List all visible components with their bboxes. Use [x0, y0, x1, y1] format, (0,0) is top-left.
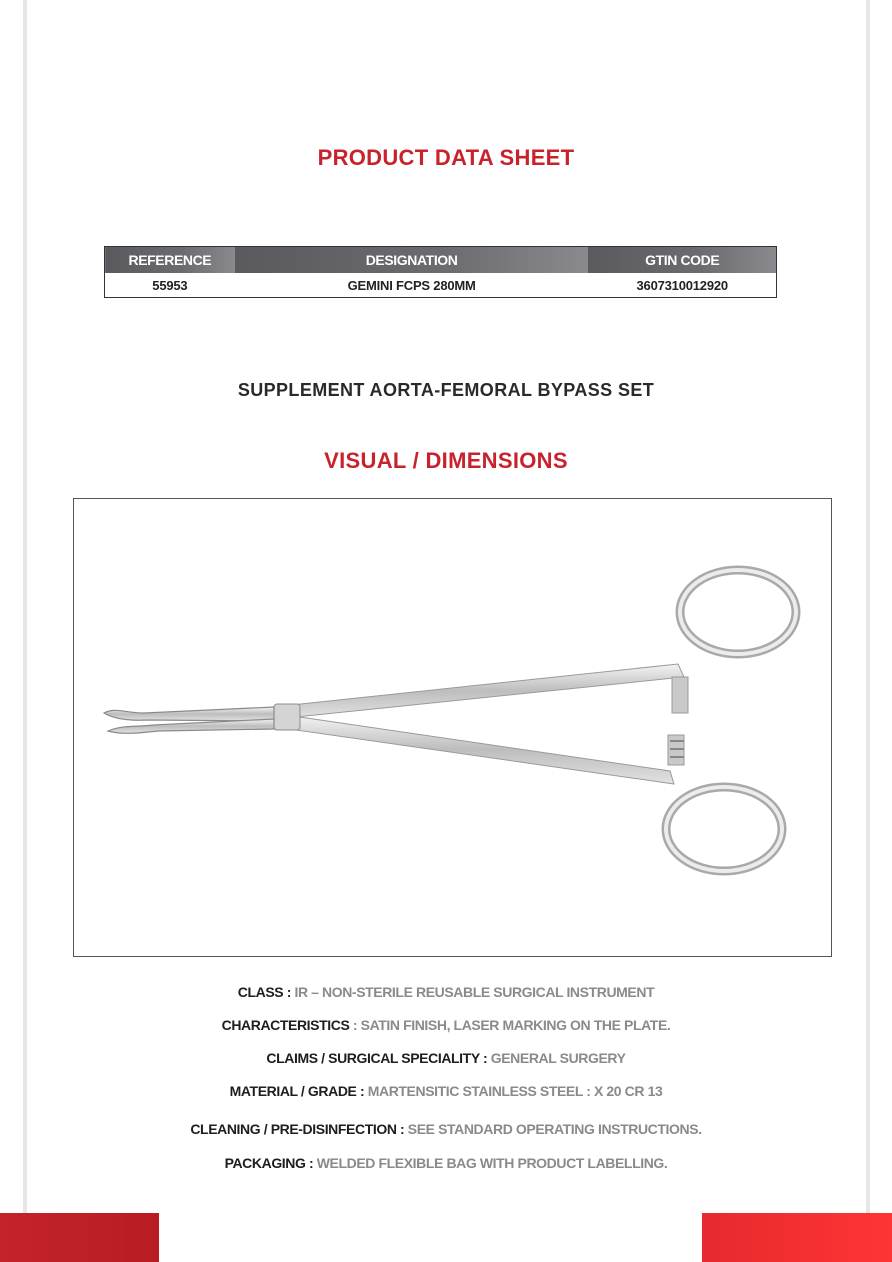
spec-characteristics [0, 1017, 892, 1033]
spec-value: IR – NON-STERILE REUSABLE SURGICAL INSTRUMENT [290, 984, 655, 1000]
spec-key: MATERIAL / GRADE : [229, 1083, 365, 1099]
cell-reference: 55953 [152, 277, 188, 293]
page-border-left [23, 0, 27, 1262]
column-header-designation: DESIGNATION [235, 247, 589, 274]
spec-value: : SATIN FINISH, LASER MARKING ON THE PLATE. [349, 1017, 671, 1033]
spec-key: CLASS : [237, 984, 291, 1000]
column-header-reference: REFERENCE [105, 247, 235, 274]
page-border-right [866, 0, 870, 1262]
spec-key: CLEANING / PRE-DISINFECTION : [190, 1121, 405, 1137]
column-header-gtin: GTIN CODE [588, 247, 776, 274]
spec-class [0, 984, 892, 1000]
spec-key: CLAIMS / SURGICAL SPECIALITY : [266, 1050, 488, 1066]
cell-gtin: 3607310012920 [636, 277, 728, 293]
spec-key: CHARACTERISTICS [221, 1017, 350, 1033]
curved-forceps-icon [74, 499, 831, 956]
table-row [105, 273, 777, 298]
spec-packaging [0, 1155, 892, 1171]
cell-designation: GEMINI FCPS 280MM [347, 277, 476, 293]
spec-value: GENERAL SURGERY [487, 1050, 626, 1066]
page-title: PRODUCT DATA SHEET [317, 145, 575, 170]
reference-table [104, 246, 777, 298]
footer-bar-right [702, 1213, 892, 1262]
spec-value: SEE STANDARD OPERATING INSTRUCTIONS. [404, 1121, 702, 1137]
table-header-row [105, 247, 777, 274]
spec-material [0, 1083, 892, 1099]
footer-bar-left [0, 1213, 159, 1262]
product-image-frame [73, 498, 832, 957]
spec-claims [0, 1050, 892, 1066]
spec-value: MARTENSITIC STAINLESS STEEL : X 20 CR 13 [364, 1083, 663, 1099]
section-title-visual: VISUAL / DIMENSIONS [324, 448, 568, 473]
product-subtitle: SUPPLEMENT AORTA-FEMORAL BYPASS SET [237, 380, 655, 400]
spec-key: PACKAGING : [224, 1155, 314, 1171]
spec-value: WELDED FLEXIBLE BAG WITH PRODUCT LABELLING. [313, 1155, 668, 1171]
spec-cleaning [0, 1121, 892, 1137]
